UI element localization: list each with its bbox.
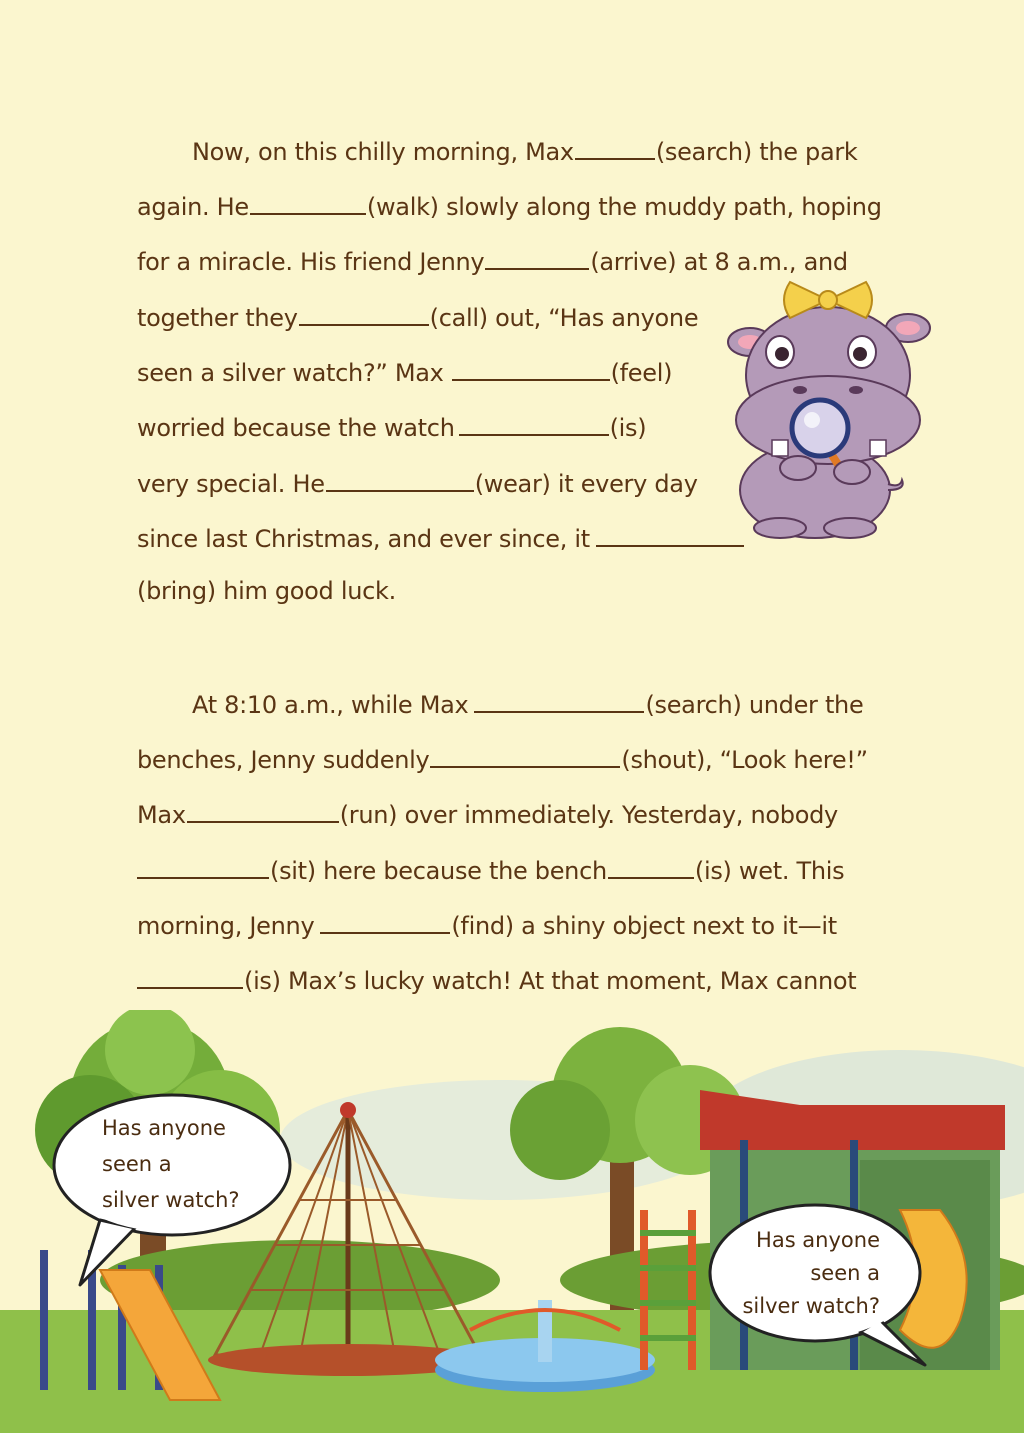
blank-field[interactable]	[459, 408, 609, 436]
text-segment: (shout), “Look here!”	[621, 746, 868, 774]
text-line	[137, 961, 856, 995]
text-segment: for a miracle. His friend Jenny	[137, 248, 485, 276]
bubble-line: Has anyone	[102, 1116, 226, 1140]
paragraph-2	[137, 685, 889, 1055]
magnifying-glass-icon	[792, 400, 848, 456]
text-line	[137, 298, 698, 332]
text-segment: Max	[137, 801, 186, 829]
speech-bubble-left-text	[102, 1110, 240, 1218]
text-segment: (sit) here because the bench	[270, 857, 607, 885]
text-line	[137, 851, 844, 885]
text-line	[137, 353, 672, 387]
text-line	[137, 740, 868, 774]
text-line	[137, 574, 396, 608]
text-segment: (wear) it every day	[474, 470, 698, 498]
text-segment: again. He	[137, 193, 249, 221]
text-line	[192, 132, 889, 166]
text-segment: (find) a shiny object next to it—it	[451, 912, 837, 940]
text-segment: (is)	[609, 414, 647, 442]
hippo-tail	[888, 480, 903, 490]
bubble-line: seen a	[810, 1261, 880, 1285]
text-segment: benches, Jenny suddenly	[137, 746, 430, 774]
blank-field[interactable]	[137, 961, 243, 989]
text-segment: very special. He	[137, 470, 325, 498]
blank-field[interactable]	[250, 187, 366, 215]
bubble-line: seen a	[102, 1152, 172, 1176]
text-line	[137, 187, 882, 221]
speech-bubble-right-text	[735, 1224, 880, 1323]
text-line	[137, 464, 698, 498]
text-segment: worried because the watch	[137, 414, 455, 442]
blank-field[interactable]	[608, 851, 694, 879]
blank-field[interactable]	[474, 685, 644, 713]
text-segment: (is) wet. This	[694, 857, 845, 885]
text-segment: (arrive) at 8 a.m., and	[590, 248, 848, 276]
blank-field[interactable]	[326, 464, 474, 492]
text-line	[137, 795, 838, 829]
text-segment: since last Christmas, and ever since, it	[137, 525, 590, 553]
text-line	[137, 242, 848, 276]
text-segment: (walk) slowly along the muddy path, hoping	[366, 193, 882, 221]
text-segment: together they	[137, 304, 298, 332]
text-segment: (run) over immediately. Yesterday, nobody	[339, 801, 838, 829]
text-line	[137, 519, 745, 553]
text-segment: (search) the park	[655, 138, 858, 166]
text-segment: (search) under the	[645, 691, 864, 719]
text-segment: seen a silver watch?” Max	[137, 359, 444, 387]
text-line	[137, 408, 646, 442]
text-segment: (bring) him good luck.	[137, 577, 396, 605]
bubble-line: Has anyone	[756, 1228, 880, 1252]
blank-field[interactable]	[299, 298, 429, 326]
text-segment: morning, Jenny	[137, 912, 315, 940]
playground-illustration	[0, 1010, 1024, 1433]
blank-field[interactable]	[187, 795, 339, 823]
text-segment: (call) out, “Has anyone	[429, 304, 699, 332]
blank-field[interactable]	[485, 242, 589, 270]
text-segment: (is) Max’s lucky watch! At that moment, Max cannot	[244, 967, 857, 995]
bubble-line: silver watch?	[742, 1294, 880, 1318]
text-line	[137, 906, 837, 940]
text-segment: Now, on this chilly morning, Max	[192, 138, 574, 166]
blank-field[interactable]	[452, 353, 610, 381]
text-segment: At 8:10 a.m., while Max	[192, 691, 469, 719]
hippo-detective-illustration	[720, 280, 935, 540]
text-line	[192, 685, 889, 719]
text-segment: (feel)	[610, 359, 673, 387]
hippo-foot	[754, 518, 806, 538]
hippo-foot	[824, 518, 876, 538]
blank-field[interactable]	[137, 851, 269, 879]
blank-field[interactable]	[320, 906, 450, 934]
blank-field[interactable]	[575, 132, 655, 160]
bubble-line: silver watch?	[102, 1188, 240, 1212]
blank-field[interactable]	[430, 740, 620, 768]
